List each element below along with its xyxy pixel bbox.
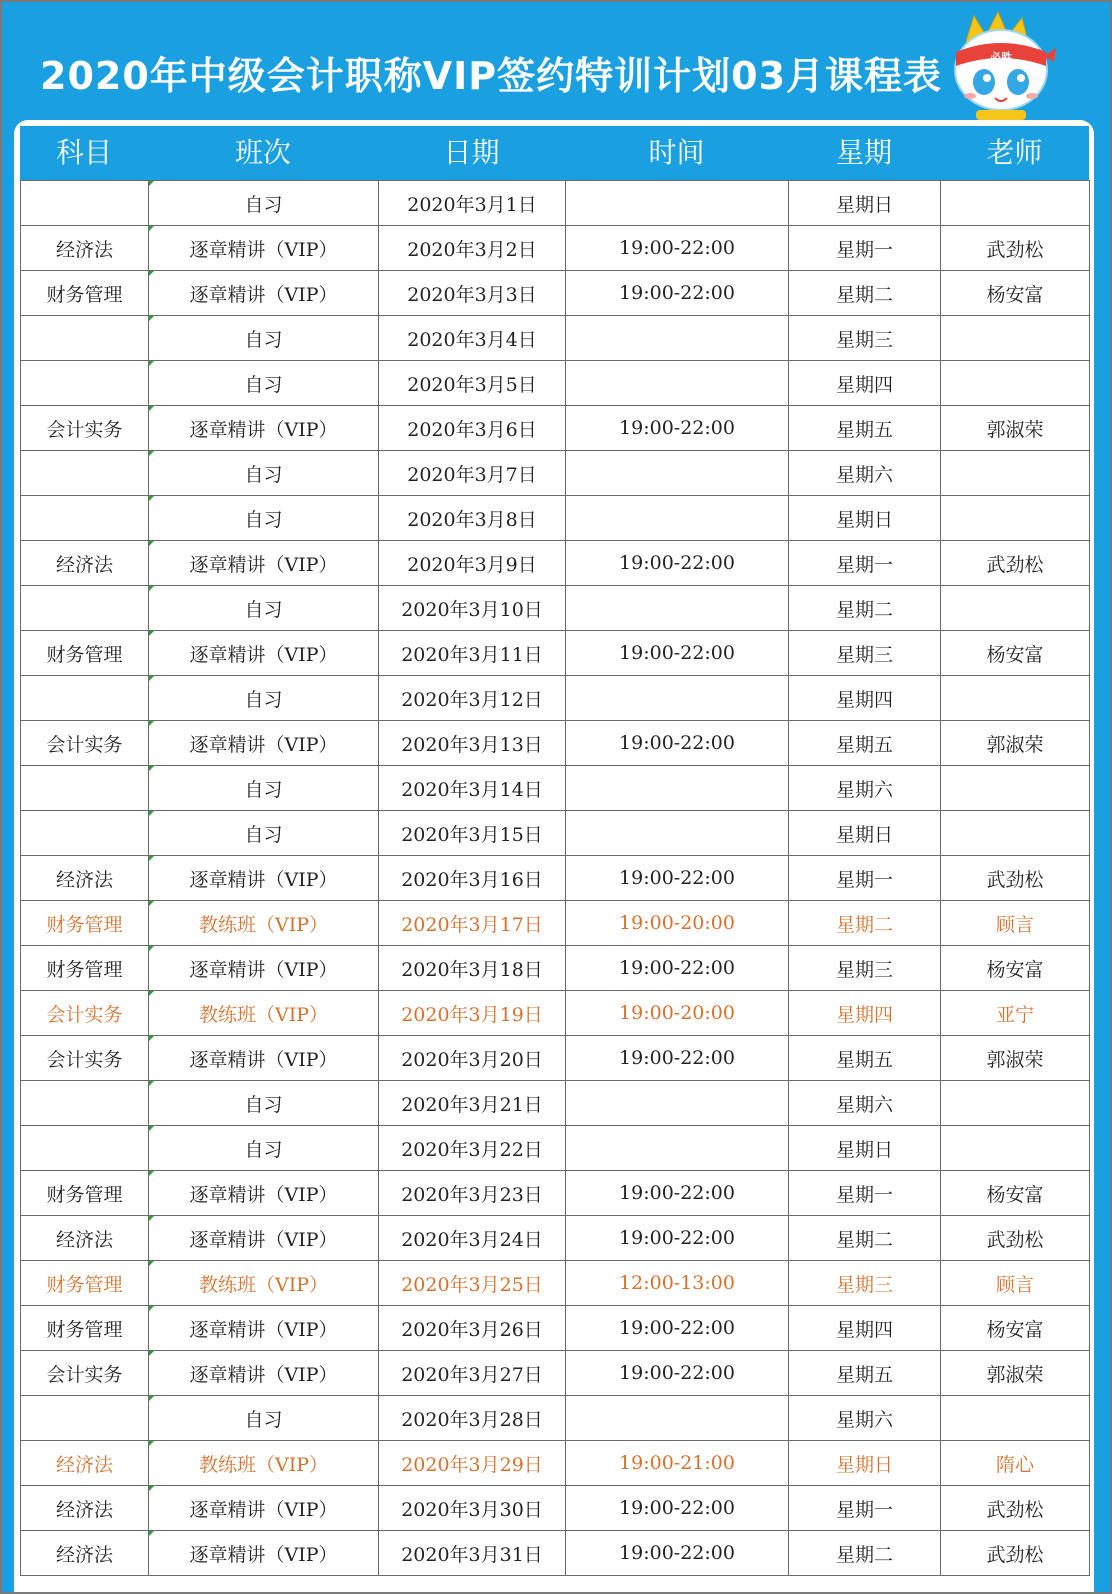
cell-class: 自习: [149, 766, 379, 811]
cell-subject: [21, 316, 149, 361]
cell-date: 2020年3月24日: [379, 1216, 566, 1261]
cell-class: 逐章精讲（VIP）: [149, 946, 379, 991]
cell-time: 19:00-20:00: [566, 901, 789, 946]
cell-time: 19:00-22:00: [566, 856, 789, 901]
cell-time: [566, 766, 789, 811]
cell-date: 2020年3月8日: [379, 496, 566, 541]
cell-date: 2020年3月27日: [379, 1351, 566, 1396]
cell-subject: [21, 496, 149, 541]
cell-subject: 经济法: [21, 1441, 149, 1486]
cell-date: 2020年3月2日: [379, 226, 566, 271]
cell-time: 19:00-22:00: [566, 721, 789, 766]
table-row: [21, 541, 1090, 586]
cell-time: [566, 1396, 789, 1441]
table-row: [21, 271, 1090, 316]
mascot-icon: [946, 12, 1056, 124]
cell-weekday: 星期五: [789, 1351, 941, 1396]
cell-date: 2020年3月14日: [379, 766, 566, 811]
cell-date: 2020年3月20日: [379, 1036, 566, 1081]
cell-subject: 会计实务: [21, 406, 149, 451]
cell-teacher: 郭淑荣: [941, 406, 1090, 451]
cell-weekday: 星期三: [789, 316, 941, 361]
schedule-table: [20, 180, 1090, 1576]
cell-subject: [21, 811, 149, 856]
cell-class: 逐章精讲（VIP）: [149, 1306, 379, 1351]
cell-teacher: 杨安富: [941, 1171, 1090, 1216]
cell-time: [566, 451, 789, 496]
cell-class: 逐章精讲（VIP）: [149, 1351, 379, 1396]
cell-date: 2020年3月17日: [379, 901, 566, 946]
cell-time: 19:00-21:00: [566, 1441, 789, 1486]
cell-weekday: 星期一: [789, 541, 941, 586]
cell-subject: 经济法: [21, 1531, 149, 1576]
cell-date: 2020年3月23日: [379, 1171, 566, 1216]
cell-time: 19:00-22:00: [566, 1036, 789, 1081]
cell-time: 19:00-22:00: [566, 1171, 789, 1216]
cell-class: 逐章精讲（VIP）: [149, 406, 379, 451]
cell-class: 教练班（VIP）: [149, 1441, 379, 1486]
cell-weekday: 星期二: [789, 586, 941, 631]
header-date: 日期: [443, 136, 500, 169]
cell-time: 19:00-22:00: [566, 946, 789, 991]
cell-teacher: 武劲松: [941, 1486, 1090, 1531]
cell-teacher: 顾言: [941, 901, 1090, 946]
cell-date: 2020年3月6日: [379, 406, 566, 451]
cell-subject: 财务管理: [21, 631, 149, 676]
cell-weekday: 星期一: [789, 226, 941, 271]
cell-date: 2020年3月1日: [379, 181, 566, 226]
cell-teacher: 武劲松: [941, 226, 1090, 271]
cell-time: 19:00-22:00: [566, 541, 789, 586]
cell-class: 自习: [149, 1396, 379, 1441]
cell-subject: 会计实务: [21, 991, 149, 1036]
cell-class: 逐章精讲（VIP）: [149, 721, 379, 766]
cell-teacher: 顾言: [941, 1261, 1090, 1306]
cell-time: 19:00-22:00: [566, 1216, 789, 1261]
cell-class: 自习: [149, 1126, 379, 1171]
cell-subject: 财务管理: [21, 1171, 149, 1216]
cell-teacher: 武劲松: [941, 856, 1090, 901]
table-row: [21, 226, 1090, 271]
table-row: [21, 766, 1090, 811]
cell-weekday: 星期四: [789, 361, 941, 406]
cell-weekday: 星期三: [789, 631, 941, 676]
cell-weekday: 星期四: [789, 1306, 941, 1351]
cell-subject: 会计实务: [21, 1036, 149, 1081]
cell-date: 2020年3月9日: [379, 541, 566, 586]
cell-teacher: [941, 451, 1090, 496]
table-row: [21, 1531, 1090, 1576]
cell-date: 2020年3月12日: [379, 676, 566, 721]
cell-subject: 经济法: [21, 226, 149, 271]
cell-teacher: [941, 586, 1090, 631]
table-row: [21, 1261, 1090, 1306]
cell-weekday: 星期日: [789, 496, 941, 541]
cell-teacher: [941, 181, 1090, 226]
table-row: [21, 1441, 1090, 1486]
cell-subject: [21, 676, 149, 721]
cell-teacher: [941, 316, 1090, 361]
cell-class: 自习: [149, 316, 379, 361]
cell-weekday: 星期日: [789, 1126, 941, 1171]
cell-class: 逐章精讲（VIP）: [149, 856, 379, 901]
cell-teacher: 郭淑荣: [941, 1351, 1090, 1396]
cell-weekday: 星期六: [789, 1396, 941, 1441]
cell-weekday: 星期五: [789, 1036, 941, 1081]
header-subject: 科目: [55, 136, 112, 169]
cell-class: 自习: [149, 361, 379, 406]
cell-time: [566, 181, 789, 226]
cell-class: 逐章精讲（VIP）: [149, 271, 379, 316]
table-row: [21, 1081, 1090, 1126]
cell-subject: 会计实务: [21, 721, 149, 766]
cell-teacher: [941, 766, 1090, 811]
cell-teacher: 杨安富: [941, 631, 1090, 676]
cell-teacher: [941, 676, 1090, 721]
table-row: [21, 406, 1090, 451]
cell-weekday: 星期六: [789, 1081, 941, 1126]
cell-time: 19:00-22:00: [566, 1486, 789, 1531]
cell-subject: [21, 1126, 149, 1171]
cell-weekday: 星期五: [789, 406, 941, 451]
table-row: [21, 496, 1090, 541]
cell-subject: [21, 1396, 149, 1441]
cell-time: 19:00-20:00: [566, 991, 789, 1036]
header-weekday: 星期: [835, 136, 892, 169]
cell-weekday: 星期四: [789, 676, 941, 721]
cell-time: 19:00-22:00: [566, 226, 789, 271]
table-row: [21, 901, 1090, 946]
cell-date: 2020年3月25日: [379, 1261, 566, 1306]
cell-time: 19:00-22:00: [566, 406, 789, 451]
cell-class: 逐章精讲（VIP）: [149, 1486, 379, 1531]
table-row: [21, 1126, 1090, 1171]
page-title: 2020年中级会计职称VIP签约特训计划03月课程表: [40, 54, 943, 98]
cell-weekday: 星期一: [789, 856, 941, 901]
cell-time: 19:00-22:00: [566, 1531, 789, 1576]
cell-class: 自习: [149, 811, 379, 856]
cell-class: 自习: [149, 451, 379, 496]
cell-class: 逐章精讲（VIP）: [149, 226, 379, 271]
cell-subject: 财务管理: [21, 1306, 149, 1351]
cell-weekday: 星期日: [789, 811, 941, 856]
cell-teacher: [941, 1081, 1090, 1126]
cell-weekday: 星期三: [789, 1261, 941, 1306]
cell-subject: 经济法: [21, 856, 149, 901]
cell-date: 2020年3月16日: [379, 856, 566, 901]
cell-time: [566, 361, 789, 406]
table-row: [21, 586, 1090, 631]
cell-date: 2020年3月29日: [379, 1441, 566, 1486]
cell-subject: 经济法: [21, 1216, 149, 1261]
cell-class: 逐章精讲（VIP）: [149, 1171, 379, 1216]
cell-time: 19:00-22:00: [566, 1306, 789, 1351]
cell-class: 逐章精讲（VIP）: [149, 541, 379, 586]
header-class: 班次: [234, 136, 291, 169]
cell-subject: 会计实务: [21, 1351, 149, 1396]
cell-teacher: 杨安富: [941, 1306, 1090, 1351]
cell-weekday: 星期二: [789, 271, 941, 316]
cell-subject: 财务管理: [21, 271, 149, 316]
cell-date: 2020年3月4日: [379, 316, 566, 361]
cell-subject: [21, 361, 149, 406]
table-row: [21, 991, 1090, 1036]
cell-time: 19:00-22:00: [566, 631, 789, 676]
cell-class: 自习: [149, 676, 379, 721]
cell-time: 12:00-13:00: [566, 1261, 789, 1306]
cell-weekday: 星期四: [789, 991, 941, 1036]
table-row: [21, 1171, 1090, 1216]
cell-date: 2020年3月22日: [379, 1126, 566, 1171]
cell-date: 2020年3月11日: [379, 631, 566, 676]
cell-time: [566, 1081, 789, 1126]
cell-time: [566, 496, 789, 541]
cell-subject: 财务管理: [21, 946, 149, 991]
cell-subject: [21, 1081, 149, 1126]
table-row: [21, 361, 1090, 406]
cell-teacher: 郭淑荣: [941, 721, 1090, 766]
table-row: [21, 1306, 1090, 1351]
cell-date: 2020年3月28日: [379, 1396, 566, 1441]
cell-teacher: 武劲松: [941, 541, 1090, 586]
cell-teacher: [941, 811, 1090, 856]
cell-time: 19:00-22:00: [566, 1351, 789, 1396]
cell-time: 19:00-22:00: [566, 271, 789, 316]
cell-date: 2020年3月5日: [379, 361, 566, 406]
cell-weekday: 星期日: [789, 1441, 941, 1486]
table-row: [21, 451, 1090, 496]
cell-date: 2020年3月3日: [379, 271, 566, 316]
table-row: [21, 946, 1090, 991]
cell-weekday: 星期二: [789, 1531, 941, 1576]
table-row: [21, 181, 1090, 226]
table-row: [21, 811, 1090, 856]
cell-time: [566, 316, 789, 361]
cell-teacher: 杨安富: [941, 946, 1090, 991]
cell-class: 逐章精讲（VIP）: [149, 1036, 379, 1081]
cell-weekday: 星期六: [789, 766, 941, 811]
cell-class: 自习: [149, 181, 379, 226]
cell-class: 逐章精讲（VIP）: [149, 1531, 379, 1576]
table-row: [21, 1036, 1090, 1081]
cell-time: [566, 1126, 789, 1171]
headband-text: 必胜: [990, 51, 1012, 64]
cell-class: 逐章精讲（VIP）: [149, 1216, 379, 1261]
cell-time: [566, 676, 789, 721]
cell-class: 教练班（VIP）: [149, 1261, 379, 1306]
table-row: [21, 1396, 1090, 1441]
cell-time: [566, 586, 789, 631]
cell-weekday: 星期二: [789, 901, 941, 946]
cell-weekday: 星期六: [789, 451, 941, 496]
cell-teacher: [941, 361, 1090, 406]
cell-class: 教练班（VIP）: [149, 991, 379, 1036]
table-header: [20, 126, 1089, 180]
table-row: [21, 1216, 1090, 1261]
cell-subject: [21, 766, 149, 811]
cell-teacher: 亚宁: [941, 991, 1090, 1036]
table-row: [21, 1486, 1090, 1531]
cell-date: 2020年3月26日: [379, 1306, 566, 1351]
cell-date: 2020年3月13日: [379, 721, 566, 766]
cell-teacher: 郭淑荣: [941, 1036, 1090, 1081]
cell-subject: [21, 451, 149, 496]
cell-subject: 经济法: [21, 541, 149, 586]
cell-subject: 经济法: [21, 1486, 149, 1531]
cell-teacher: [941, 1396, 1090, 1441]
cell-subject: 财务管理: [21, 1261, 149, 1306]
cell-class: 自习: [149, 496, 379, 541]
cell-weekday: 星期一: [789, 1486, 941, 1531]
cell-weekday: 星期五: [789, 721, 941, 766]
cell-weekday: 星期日: [789, 181, 941, 226]
cell-date: 2020年3月18日: [379, 946, 566, 991]
table-row: [21, 721, 1090, 766]
schedule-table-body: [21, 181, 1090, 1576]
cell-date: 2020年3月31日: [379, 1531, 566, 1576]
header-teacher: 老师: [986, 136, 1043, 169]
cell-teacher: 武劲松: [941, 1531, 1090, 1576]
table-row: [21, 631, 1090, 676]
cell-weekday: 星期二: [789, 1216, 941, 1261]
cell-date: 2020年3月7日: [379, 451, 566, 496]
cell-teacher: [941, 496, 1090, 541]
cell-date: 2020年3月10日: [379, 586, 566, 631]
cell-class: 教练班（VIP）: [149, 901, 379, 946]
table-row: [21, 856, 1090, 901]
table-row: [21, 676, 1090, 721]
cell-weekday: 星期三: [789, 946, 941, 991]
cell-date: 2020年3月30日: [379, 1486, 566, 1531]
cell-subject: [21, 181, 149, 226]
cell-subject: [21, 586, 149, 631]
cell-teacher: 武劲松: [941, 1216, 1090, 1261]
table-row: [21, 1351, 1090, 1396]
cell-class: 自习: [149, 586, 379, 631]
cell-teacher: 杨安富: [941, 271, 1090, 316]
cell-class: 自习: [149, 1081, 379, 1126]
cell-date: 2020年3月19日: [379, 991, 566, 1036]
cell-subject: 财务管理: [21, 901, 149, 946]
header-time: 时间: [648, 136, 705, 169]
cell-date: 2020年3月15日: [379, 811, 566, 856]
cell-date: 2020年3月21日: [379, 1081, 566, 1126]
cell-weekday: 星期一: [789, 1171, 941, 1216]
cell-time: [566, 811, 789, 856]
cell-class: 逐章精讲（VIP）: [149, 631, 379, 676]
cell-teacher: 隋心: [941, 1441, 1090, 1486]
cell-teacher: [941, 1126, 1090, 1171]
table-row: [21, 316, 1090, 361]
